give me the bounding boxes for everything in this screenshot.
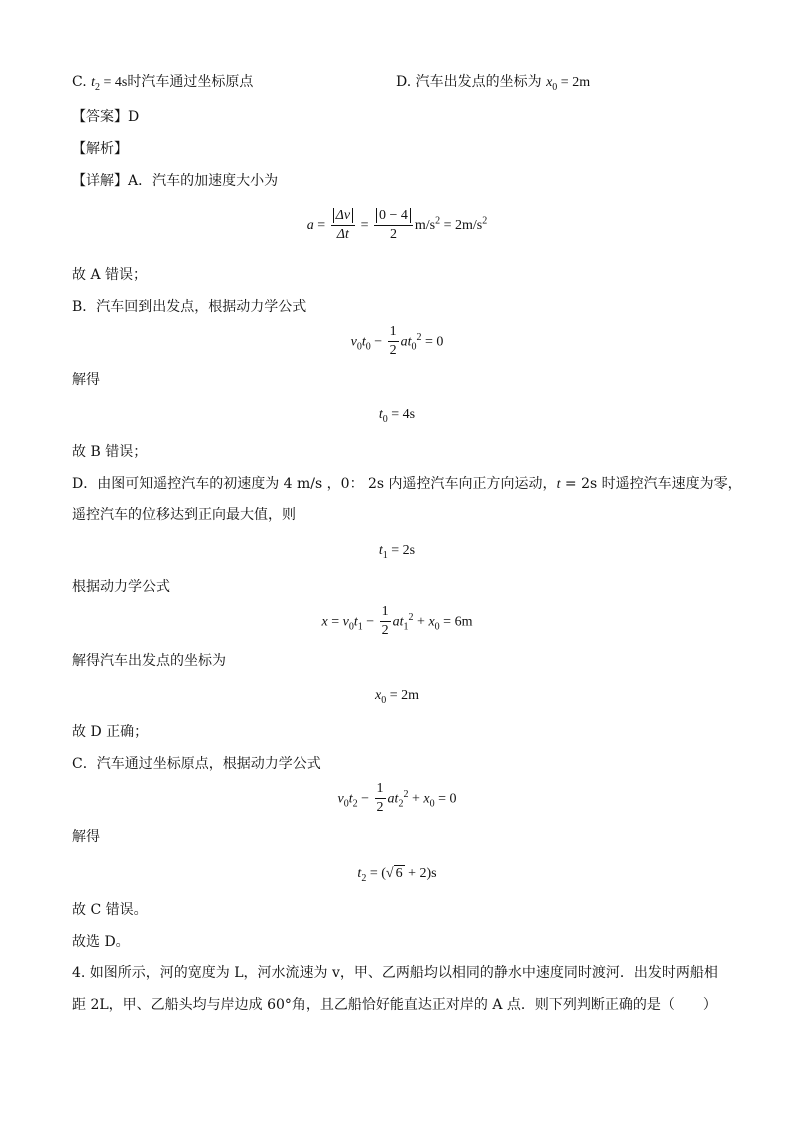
c-intro: C．汽车通过坐标原点，根据动力学公式 bbox=[72, 756, 321, 772]
equation-t2: $t_2$ = (√ 6 + 2)s bbox=[357, 866, 437, 884]
option-c: C. $t_2 = 4s$时汽车通过坐标原点 bbox=[72, 74, 254, 93]
equation-return: $v_0t_0$ − $\frac{1}{2}$ $at_0^2 = 0$ bbox=[350, 324, 444, 358]
equation-x0: $x_0 = 2m$ bbox=[374, 688, 419, 706]
b-conclusion: 故 B 错误； bbox=[72, 444, 148, 460]
answer-line: 【答案】D bbox=[72, 109, 140, 125]
equation-displacement: $x = v_0t_1$ − $\frac{1}{2}$ $at_1^2 + x_0 = 6m$ bbox=[321, 604, 473, 638]
d-line-2: 遥控汽车的位移达到正向最大值，则 bbox=[72, 507, 296, 523]
final-choice: 故选 D。 bbox=[72, 934, 130, 950]
option-d: D. 汽车出发点的坐标为 $x_0 = 2m$ bbox=[396, 74, 591, 93]
analysis-title: 【解析】 bbox=[72, 141, 128, 157]
question-4-line-2: 距 2L，甲、乙船头均与岸边成 60°角，且乙船恰好能直达正对岸的 A 点．则下列判断正确的是（ ） bbox=[72, 997, 717, 1013]
equation-origin: $v_0t_2$ − $\frac{1}{2}$ $at_2^2 + x_0 = 0$ bbox=[337, 781, 457, 815]
equation-t1: $t_1 = 2s$ bbox=[378, 543, 416, 561]
solve-label-1: 解得 bbox=[72, 372, 100, 388]
b-intro: B．汽车回到出发点，根据动力学公式 bbox=[72, 299, 307, 315]
option-c-label: C. bbox=[72, 74, 92, 90]
d-solve-intro: 解得汽车出发点的坐标为 bbox=[72, 653, 226, 669]
a-conclusion: 故 A 错误； bbox=[72, 267, 148, 283]
equation-t0: $t_0 = 4s$ bbox=[378, 407, 416, 425]
detail-a: 【详解】A．汽车的加速度大小为 bbox=[72, 173, 279, 189]
solve-label-2: 解得 bbox=[72, 829, 100, 845]
equation-acceleration: a = $\frac{\Delta v}{\Delta t}$ = $\frac{0 - 4}{2}$ $m/s^2 = 2m/s^2$ bbox=[306, 208, 488, 242]
d-formula-intro: 根据动力学公式 bbox=[72, 579, 170, 595]
option-d-label: D. 汽车出发点的坐标为 bbox=[396, 74, 547, 90]
question-4-line-1: 4. 如图所示，河的宽度为 L，河水流速为 v，甲、乙两船均以相同的静水中速度同时渡河．出发时两船相 bbox=[72, 965, 718, 981]
c-conclusion: 故 C 错误。 bbox=[72, 902, 148, 918]
d-line-1: D．由图可知遥控汽车的初速度为 4 m/s ，0： 2s 内遥控汽车向正方向运动，t = 2s 时遥控汽车速度为零， bbox=[72, 476, 742, 492]
d-conclusion: 故 D 正确； bbox=[72, 724, 149, 740]
